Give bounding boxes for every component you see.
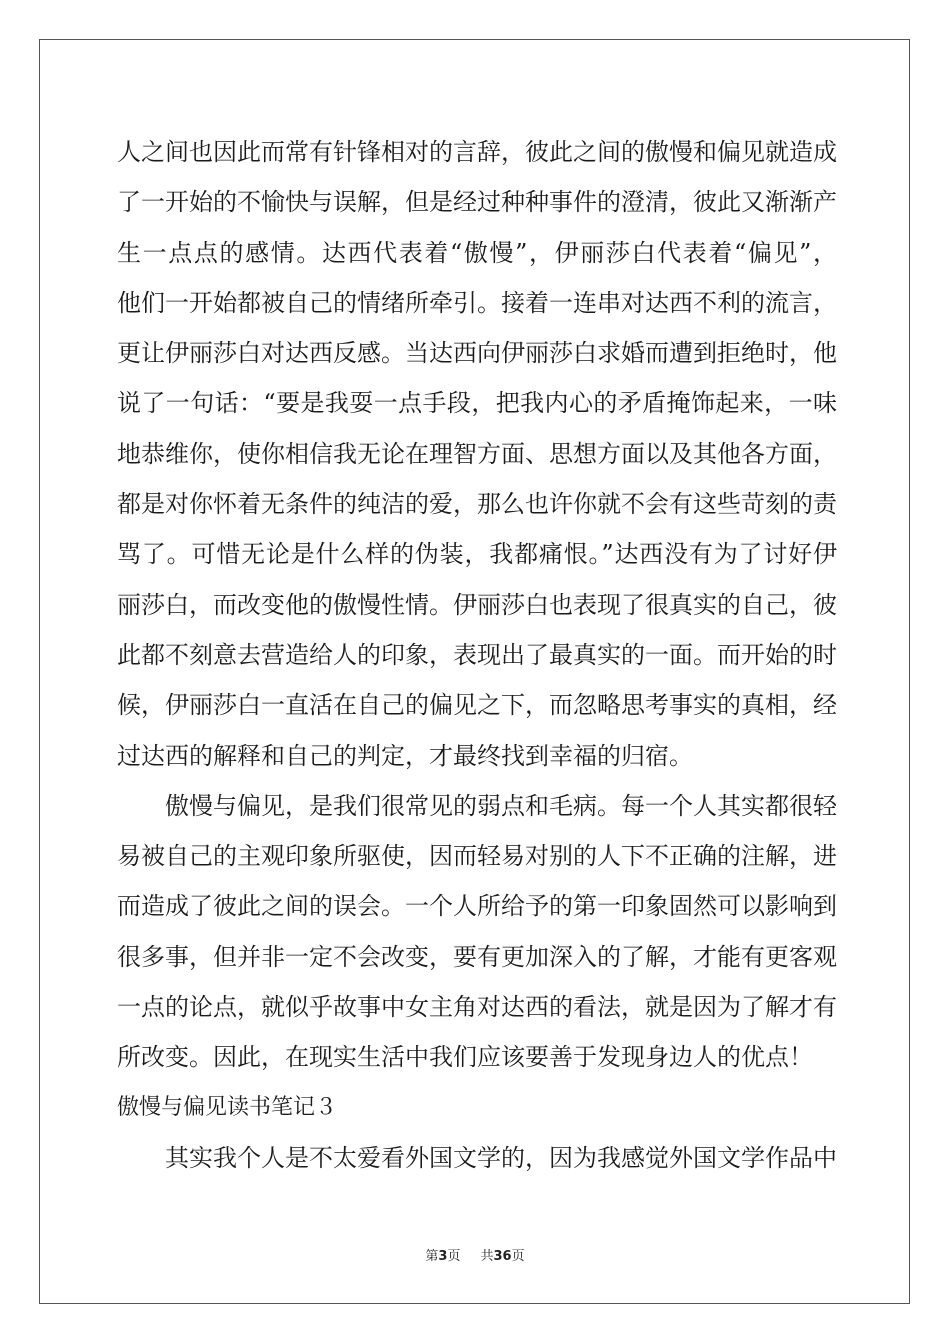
paragraph-line: 骂了。可惜无论是什么样的伪装，我都痛恨。”达西没有为了讨好伊 (117, 540, 837, 569)
paragraph-line: 易被自己的主观印象所驱使，因而轻易对别的人下不正确的注解，进 (117, 842, 837, 871)
paragraph-line: 人之间也因此而常有针锋相对的言辞，彼此之间的傲慢和偏见就造成 (117, 138, 837, 166)
paragraph-line: 很多事，但并非一定不会改变，要有更加深入的了解，才能有更客观 (117, 942, 837, 971)
paragraph-line: 而造成了彼此之间的误会。一个人所给予的第一印象固然可以影响到 (117, 892, 837, 921)
total-prefix: 共 (480, 1249, 494, 1264)
page-footer (0, 1245, 950, 1264)
paragraph-line: 他们一开始都被自己的情绪所牵引。接着一连串对达西不利的流言， (117, 288, 837, 317)
document-body (117, 127, 837, 1183)
paragraph-line: 地恭维你，使你相信我无论在理智方面、思想方面以及其他各方面， (117, 439, 837, 468)
paragraph-line: 候，伊丽莎白一直活在自己的偏见之下，而忽略思考事实的真相，经 (117, 691, 837, 720)
total-suffix: 页 (511, 1249, 525, 1264)
page-prefix: 第 (425, 1249, 439, 1264)
total-pages: 36 (493, 1249, 512, 1264)
paragraph-line: 更让伊丽莎白对达西反感。当达西向伊丽莎白求婚而遭到拒绝时，他 (117, 339, 837, 368)
paragraph-line: 生一点点的感情。达西代表着“傲慢”，伊丽莎白代表着“偏见”， (117, 238, 837, 267)
paragraph-line: 此都不刻意去营造给人的印象，表现出了最真实的一面。而开始的时 (117, 640, 837, 669)
paragraph-line: 丽莎白，而改变他的傲慢性情。伊丽莎白也表现了很真实的自己，彼 (117, 590, 837, 619)
paragraph-line: 过达西的解释和自己的判定，才最终找到幸福的归宿。 (117, 741, 693, 770)
paragraph-line: 傲慢与偏见，是我们很常见的弱点和毛病。每一个人其实都很轻 (165, 791, 837, 820)
paragraph-line: 所改变。因此，在现实生活中我们应该要善于发现身边人的优点！ (117, 1043, 813, 1072)
paragraph-line: 了一开始的不愉快与误解，但是经过种种事件的澄清，彼此又渐渐产 (117, 188, 837, 217)
paragraph-line: 其实我个人是不太爱看外国文学的，因为我感觉外国文学作品中 (165, 1143, 837, 1172)
section-heading: 傲慢与偏见读书笔记３ (117, 1094, 338, 1120)
paragraph-line: 都是对你怀着无条件的纯洁的爱，那么也许你就不会有这些苛刻的责 (117, 490, 837, 519)
paragraph-line: 说了一句话：“要是我耍一点手段，把我内心的矛盾掩饰起来，一味 (117, 389, 837, 418)
page-suffix: 页 (447, 1249, 461, 1264)
page-number: 3 (438, 1249, 448, 1264)
paragraph-line: 一点的论点，就似乎故事中女主角对达西的看法，就是因为了解才有 (117, 993, 837, 1022)
